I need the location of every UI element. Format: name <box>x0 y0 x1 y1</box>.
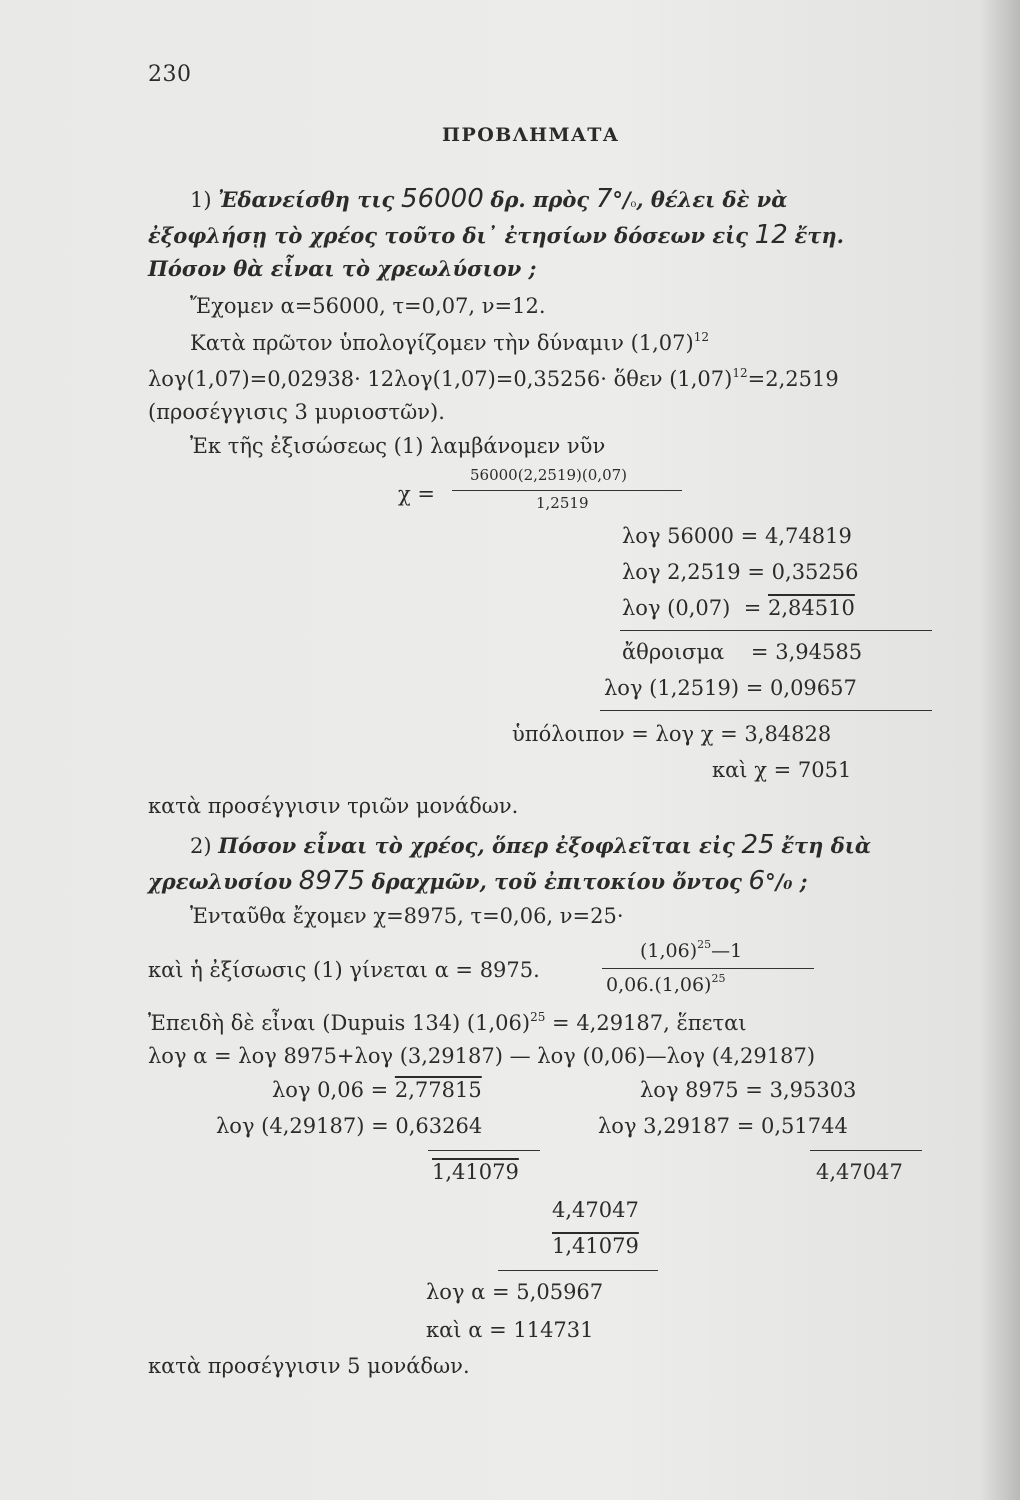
log-row-value: 2,77815 <box>394 1078 482 1102</box>
years: 25 <box>741 830 775 860</box>
given-values: Ἐνταῦθα ἔχομεν χ=8975, τ=0,06, ν=25· <box>190 904 624 928</box>
right-sum-rule <box>810 1150 922 1151</box>
log-row-value: 0,51744 <box>760 1114 848 1138</box>
right-total: 4,47047 <box>816 1160 903 1184</box>
chi-equals: χ = <box>398 482 435 506</box>
rate: 7 <box>595 184 613 214</box>
log-row-value: 3,94585 <box>775 640 863 664</box>
subtraction-rule <box>498 1270 658 1271</box>
log-row-value: 4,74819 <box>764 524 852 548</box>
fraction-numerator-text: —1 <box>711 940 743 962</box>
log-row-label: λογ 56000 <box>622 524 734 548</box>
log-row-label: λογ (0,07) <box>622 596 731 620</box>
sum-rule <box>620 630 932 631</box>
problem-text: δραχμῶν, τοῦ ἐπιτοκίου ὄντος <box>371 869 742 894</box>
log-row <box>622 524 852 548</box>
log-line <box>148 366 839 391</box>
problem-2-line-1 <box>190 830 871 860</box>
fraction-numerator: 56000(2,2519)(0,07) <box>470 466 628 484</box>
rate: 6 <box>748 866 766 896</box>
problem-number: 1) <box>190 188 212 212</box>
log-row-label: ἄθροισμα <box>622 640 725 664</box>
problem-text: χρεωλυσίου <box>148 869 293 894</box>
percent-sign: °/ <box>612 187 631 212</box>
fraction-denominator-text: 0,06.(1,06) <box>606 974 712 996</box>
equals: = <box>745 676 764 700</box>
left-log-row: λογ 0,06 = 2,77815 <box>272 1078 482 1102</box>
exponent: 25 <box>711 972 726 985</box>
problem-text: ἐξοφλήσῃ τὸ χρέος τοῦτο δι᾿ ἐτησίων δόσεων εἰς <box>148 223 749 248</box>
first-step <box>190 330 709 355</box>
equals: = <box>740 524 759 548</box>
result-line: καὶ χ = 7051 <box>712 758 852 782</box>
log-row-label: λογ 0,06 <box>272 1078 364 1102</box>
problem-1-line-1 <box>190 184 787 214</box>
problem-number: 2) <box>190 834 212 858</box>
log-row-label: λογ (1,2519) <box>604 676 740 700</box>
remainder-line: ὑπόλοιπον = λογ χ = 3,84828 <box>512 722 832 746</box>
problem-text: ἔτη. <box>794 223 844 248</box>
log-row <box>622 640 862 664</box>
log-line-text: =2,2519 <box>747 367 839 391</box>
log-line-text: λογ(1,07)=0,02938· 12λογ(1,07)=0,35256· ὅθεν (1,07) <box>148 367 733 391</box>
log-row-value: 3,95303 <box>769 1078 857 1102</box>
page-header-title: ΠΡΟΒΛΗΜΑΤΑ <box>442 124 620 146</box>
problem-text: Ἐδανείσθη τις <box>218 187 395 212</box>
problem-text: δρ. πρὸς <box>490 187 590 212</box>
equals: = <box>750 640 769 664</box>
amount: 56000 <box>401 184 484 214</box>
log-row-label: λογ 2,2519 <box>622 560 741 584</box>
subtraction-top: 4,47047 <box>552 1198 639 1222</box>
percent-sub: ₀ <box>630 195 637 211</box>
since-text: = 4,29187, ἕπεται <box>552 1011 747 1035</box>
first-step-text: Κατὰ πρῶτον ὑπολογίζομεν τὴν δύναμιν (1,07) <box>190 331 694 355</box>
page-number: 230 <box>148 62 192 87</box>
equals: = <box>743 596 762 620</box>
log-row <box>622 596 855 620</box>
from-equation: Ἐκ τῆς ἐξισώσεως (1) λαμβάνομεν νῦν <box>190 434 606 458</box>
problem-text: ἔτη διὰ <box>781 833 872 858</box>
right-log-row: λογ 8975 = 3,95303 <box>640 1078 857 1102</box>
equals: = <box>747 560 765 584</box>
log-row-value: 0,35256 <box>771 560 859 584</box>
fraction-numerator <box>640 938 742 962</box>
log-row-label: λογ 3,29187 <box>598 1114 731 1138</box>
annuity-amount: 8975 <box>298 866 365 896</box>
percent-sign: °/₀ ; <box>765 869 808 894</box>
equation-intro: καὶ ἡ ἐξίσωσις (1) γίνεται α = 8975. <box>148 958 540 982</box>
problem-text: , θέλει δὲ νὰ <box>636 187 788 212</box>
fraction-denominator: 1,2519 <box>536 494 589 512</box>
problem-1-line-2 <box>148 220 844 250</box>
exponent: 25 <box>530 1010 546 1024</box>
since-line <box>148 1010 747 1035</box>
log-row-label: λογ 8975 <box>640 1078 739 1102</box>
problem-2-line-2 <box>148 866 808 896</box>
fraction-bar <box>602 968 814 969</box>
log-row-value: 2,84510 <box>767 596 855 620</box>
given-values: Ἔχομεν α=56000, τ=0,07, ν=12. <box>190 294 546 318</box>
approximation-end: κατὰ προσέγγισιν 5 μονάδων. <box>148 1354 470 1378</box>
left-sum-rule <box>428 1150 540 1151</box>
left-log-row: λογ (4,29187) = 0,63264 <box>216 1114 483 1138</box>
log-row <box>622 560 859 584</box>
exponent: 12 <box>693 330 710 344</box>
log-row <box>604 676 857 700</box>
approximation-note: (προσέγγισις 3 μυριοστῶν). <box>148 400 445 424</box>
fraction-numerator-text: (1,06) <box>640 940 698 962</box>
problem-text: Πόσον εἶναι τὸ χρέος, ὅπερ ἐξοφλεῖται εἰς <box>218 833 735 858</box>
years: 12 <box>754 220 788 250</box>
log-row-label: λογ (4,29187) <box>216 1114 365 1138</box>
difference-rule <box>600 710 932 711</box>
left-total: 1,41079 <box>432 1160 519 1184</box>
problem-1-question: Πόσον θὰ εἶναι τὸ χρεωλύσιον ; <box>148 256 537 281</box>
fraction-denominator <box>606 972 725 996</box>
right-log-row: λογ 3,29187 = 0,51744 <box>598 1114 848 1138</box>
exponent: 12 <box>732 366 748 380</box>
approximation-end: κατὰ προσέγγισιν τριῶν μονάδων. <box>148 794 519 818</box>
log-row-value: 0,63264 <box>395 1114 483 1138</box>
result-line: καὶ α = 114731 <box>426 1318 594 1342</box>
log-equation: λογ α = λογ 8975+λογ (3,29187) — λογ (0,06)—λογ (4,29187) <box>148 1044 816 1068</box>
since-text: Ἐπειδὴ δὲ εἶναι (Dupuis 134) (1,06) <box>148 1011 531 1035</box>
exponent: 25 <box>697 938 712 951</box>
log-row-value: 0,09657 <box>770 676 857 700</box>
subtraction-bottom: 1,41079 <box>552 1234 639 1258</box>
fraction-bar <box>452 490 682 491</box>
log-a-line: λογ α = 5,05967 <box>426 1280 604 1304</box>
